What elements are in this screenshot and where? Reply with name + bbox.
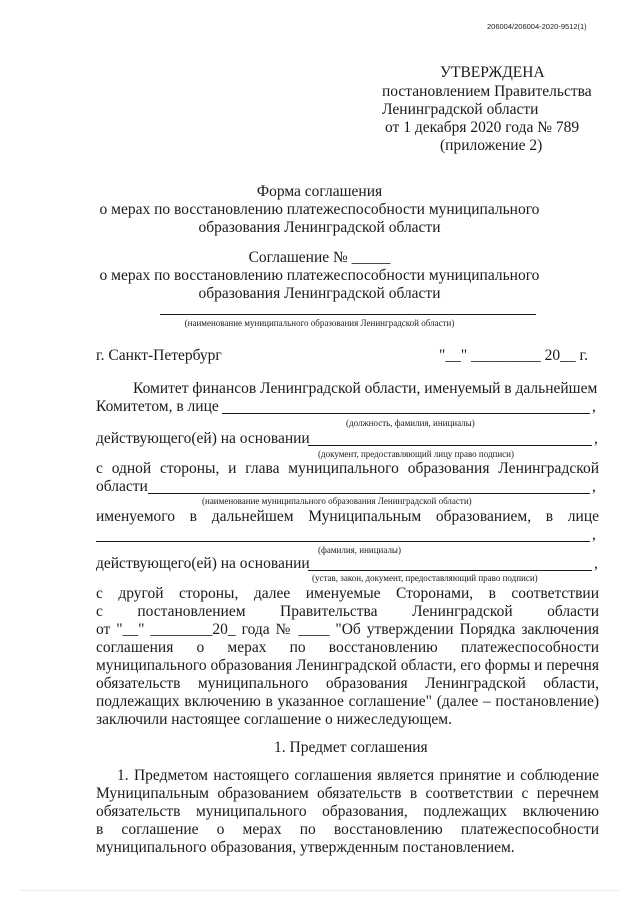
approval-line-4: (приложение 2) [440, 137, 543, 154]
section-1-line-5: муниципального образования, утвержденным постановлением. [96, 839, 515, 856]
body-line-6: именуемого в дальнейшем Муниципальным образованием, в лице [96, 508, 599, 525]
form-title-line-1: Форма соглашения [256, 183, 383, 200]
body-line-3: действующего(ей) на основании [96, 430, 310, 447]
section-1-line-4: в соглашение о мерах по восстановлению платежеспособности [96, 821, 599, 838]
date-placeholder: "__" _________ 20__ г. [439, 347, 589, 364]
approval-title: УТВЕРЖДЕНА [440, 64, 545, 81]
agreement-title-line-2: о мерах по восстановлению платежеспособности муниципального [99, 267, 540, 284]
agreement-title-line-1: Соглашение № _____ [248, 249, 391, 266]
position-caption: (должность, фамилия, инициалы) [346, 418, 475, 428]
form-title-line-3: образования Ленинградской области [198, 219, 441, 236]
body-line-8: действующего(ей) на основании [96, 555, 310, 572]
approval-line-1: постановлением Правительства [382, 83, 592, 100]
section-1-line-2: Муниципальным образованием обязательств в соответствии с перечнем [96, 785, 599, 802]
charter-caption: (устав, закон, документ, предоставляющий право подписи) [312, 573, 538, 583]
section-1-line-3: обязательств муниципального образования, подлежащих включению [96, 803, 599, 820]
municipality2-caption: (наименование муниципального образования Ленинградской области) [202, 496, 472, 506]
document-id: 206004/206004-2020-9512(1) [487, 22, 587, 31]
form-title-line-2: о мерах по восстановлению платежеспособности муниципального [99, 201, 540, 218]
name-caption: (фамилия, инициалы) [318, 545, 401, 555]
body-line-10: с постановлением Правительства Ленинградской области [96, 603, 599, 620]
charter-blank-line [308, 570, 592, 571]
body-line-15: подлежащих включению в указанное соглашение" (далее – постановление) [96, 693, 599, 710]
body-line-5: области [96, 478, 148, 495]
approval-line-3: от 1 декабря 2020 года № 789 [385, 119, 580, 136]
position-blank-line [222, 413, 590, 414]
body-line-1: Комитет финансов Ленинградской области, именуемый в дальнейшем [133, 380, 598, 397]
body-line-16: заключили настоящее соглашение о нижеследующем. [96, 711, 452, 728]
body-line-9: с другой стороны, далее именуемые Сторонами, в соответствии [96, 585, 599, 602]
body-line-11: от "__" ________20_ года № ____ "Об утверждении Порядка заключения [96, 621, 599, 638]
section-1-heading: 1. Предмет соглашения [274, 739, 428, 756]
municipality-blank-line [160, 314, 536, 315]
body-line-2: Комитетом, в лице [96, 398, 219, 415]
approval-line-2: Ленинградской области [382, 101, 539, 118]
name-blank-line [96, 541, 590, 542]
document-blank-line [308, 445, 592, 446]
municipality2-blank-line [148, 493, 590, 494]
body-line-4: с одной стороны, и глава муниципального образования Ленинградской [96, 460, 599, 477]
body-line-13: муниципального образования Ленинградской области, его формы и перечня [96, 657, 599, 674]
page-bottom-divider [20, 890, 620, 891]
agreement-title-line-3: образования Ленинградской области [198, 285, 441, 302]
municipality-caption: (наименование муниципального образования Ленинградской области) [184, 318, 455, 328]
body-line-12: соглашения о мерах по восстановлению платежеспособности [96, 639, 599, 656]
section-1-line-1: 1. Предметом настоящего соглашения является принятие и соблюдение [117, 767, 599, 784]
document-caption: (документ, предоставляющий лицу право подписи) [318, 449, 514, 459]
city: г. Санкт-Петербург [96, 347, 222, 364]
body-line-14: обязательств муниципального образования Ленинградской области, [96, 675, 599, 692]
